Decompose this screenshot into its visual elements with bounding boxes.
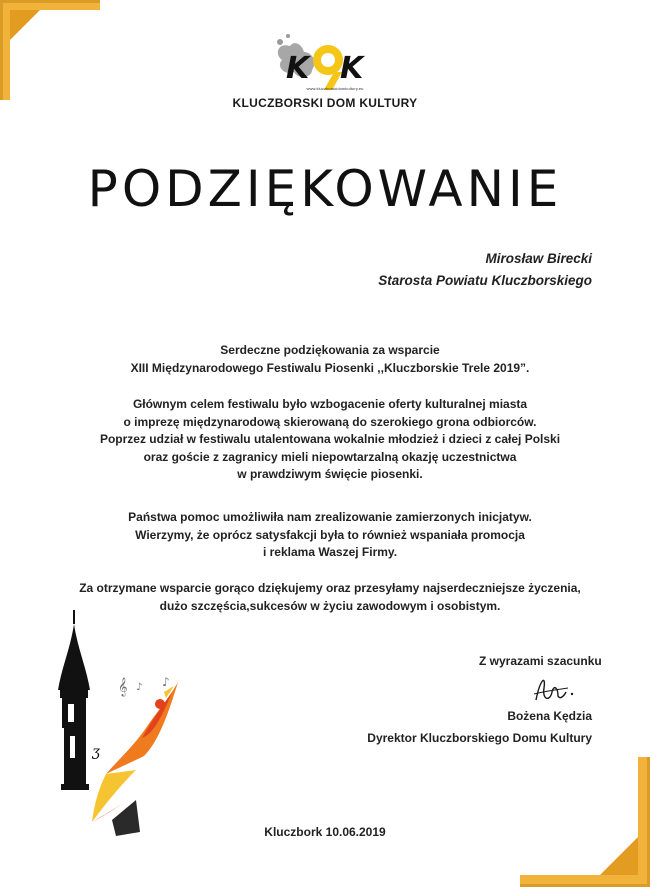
svg-text:K: K [286, 51, 310, 86]
organization-name: KLUCZBORSKI DOM KULTURY [232, 96, 418, 110]
text-line: Serdeczne podziękowania za wsparcie [220, 343, 440, 357]
recipient-name: Mirosław Birecki [485, 251, 592, 266]
svg-text:K: K [340, 51, 364, 86]
text-line: Wierzymy, że oprócz satysfakcji była to również wspaniała promocja [135, 527, 525, 542]
svg-text:ʒ: ʒ [92, 744, 100, 760]
handwritten-signature [528, 670, 578, 710]
corner-ornament-bottom-right [520, 757, 650, 887]
text-line: Za otrzymane wsparcie gorąco dziękujemy oraz przesyłamy najserdeczniejsze życzenia, [79, 581, 581, 595]
text-line: i reklama Waszej Firmy. [262, 545, 398, 559]
text-line: XIII Międzynarodowego Festiwalu Piosenki ,,Kluczborskie Trele 2019”. [130, 360, 530, 375]
svg-text:𝄞: 𝄞 [118, 677, 128, 696]
place-and-date: Kluczbork 10.06.2019 [264, 825, 386, 839]
recipient-block [378, 248, 592, 292]
signer-title: Dyrektor Kluczborskiego Domu Kultury [367, 731, 592, 745]
text-line: Głównym celem festiwalu było wzbogacenie oferty kulturalnej miasta [132, 397, 528, 411]
text-line: o imprezę międzynarodową skierowaną do szerokiego grona odbiorców. [123, 414, 537, 429]
text-line: Poprzez udział w festiwalu utalentowana wokalnie młodzież i dzieci z całej Polski [99, 432, 561, 446]
paragraph-thanks [40, 342, 620, 377]
recipient-position: Starosta Powiatu Kluczborskiego [378, 273, 592, 288]
logo-website: www.kluczborskidomkultury.eu [306, 86, 364, 91]
document-title: PODZIĘKOWANIE [87, 160, 563, 218]
closing-greeting: Z wyrazami szacunku [479, 654, 602, 668]
text-line: Państwa pomoc umożliwiła nam zrealizowanie zamierzonych inicjatyw. [128, 510, 532, 524]
paragraph-support [40, 509, 620, 562]
text-line: oraz goście z zagranicy mieli niepowtarzalną okazję uczestnictwa [143, 449, 517, 464]
corner-ornament-top-left [0, 0, 110, 110]
paragraph-festival-goal [40, 396, 620, 484]
signer-name: Bożena Kędzia [507, 709, 592, 723]
text-line: w prawdziwym święcie piosenki. [237, 467, 423, 481]
text-line: dużo szczęścia,sukcesów w życiu zawodowym i osobistym. [159, 598, 501, 613]
svg-text:♪: ♪ [162, 675, 170, 689]
svg-text:♪: ♪ [136, 682, 143, 693]
festival-bird-tower-illustration [48, 610, 198, 840]
